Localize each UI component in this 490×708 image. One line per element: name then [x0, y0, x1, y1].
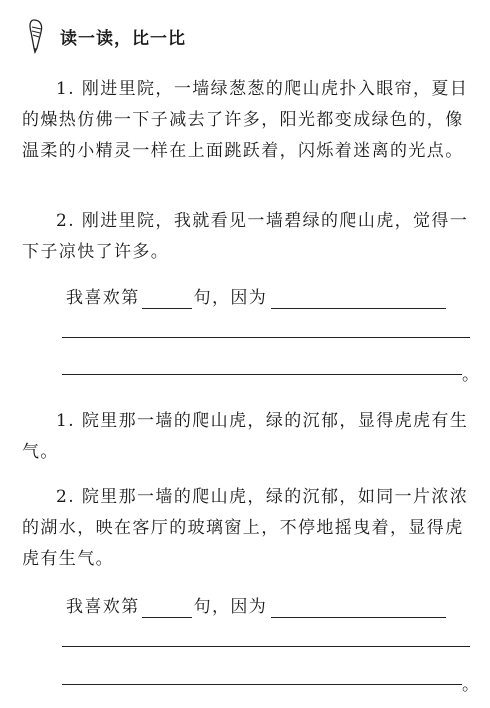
s1-sentence-1: 1. 刚进里院，一墙绿葱葱的爬山虎扑入眼帘，夏日的燥热仿佛一下子减去了许多，阳光都变成绿色的，像温柔的小精灵一样在上面跳跃着，闪烁着迷离的光点。: [22, 79, 469, 161]
page-title: 读一读，比一比: [60, 28, 186, 49]
s2-answer-line-1[interactable]: [62, 646, 470, 647]
s2-end-mark: 。: [462, 675, 479, 695]
s2-answer-line-2[interactable]: [62, 684, 462, 685]
pen-icon: [26, 18, 48, 54]
s1-sentence-number-blank[interactable]: [142, 288, 192, 309]
s2-sentence-2: 2. 院里那一墙的爬山虎，绿的沉郁，如同一片浓浓的湖水，映在客厅的玻璃窗上，不停地摇曳着，显得虎虎有生气。: [22, 487, 469, 569]
prompt-prefix: 我喜欢第: [66, 288, 140, 308]
prompt-middle: 句，因为: [193, 597, 268, 617]
s2-sentence-number-blank[interactable]: [142, 597, 192, 618]
prompt-prefix: 我喜欢第: [66, 597, 140, 617]
header: [26, 18, 186, 54]
s1-reason-blank[interactable]: [271, 288, 446, 309]
s1-end-mark: 。: [462, 365, 479, 385]
s1-answer-line-2[interactable]: [62, 374, 462, 375]
s1-sentence-2: 2. 刚进里院，我就看见一墙碧绿的爬山虎，觉得一下子凉快了许多。: [22, 211, 469, 262]
s2-answer-prompt: [66, 592, 446, 618]
s1-answer-prompt: [66, 283, 446, 309]
s2-sentence-1: 1. 院里那一墙的爬山虎，绿的沉郁，显得虎虎有生气。: [22, 411, 469, 462]
s2-reason-blank[interactable]: [271, 597, 446, 618]
prompt-middle: 句，因为: [193, 288, 268, 308]
s1-answer-line-1[interactable]: [62, 337, 470, 338]
